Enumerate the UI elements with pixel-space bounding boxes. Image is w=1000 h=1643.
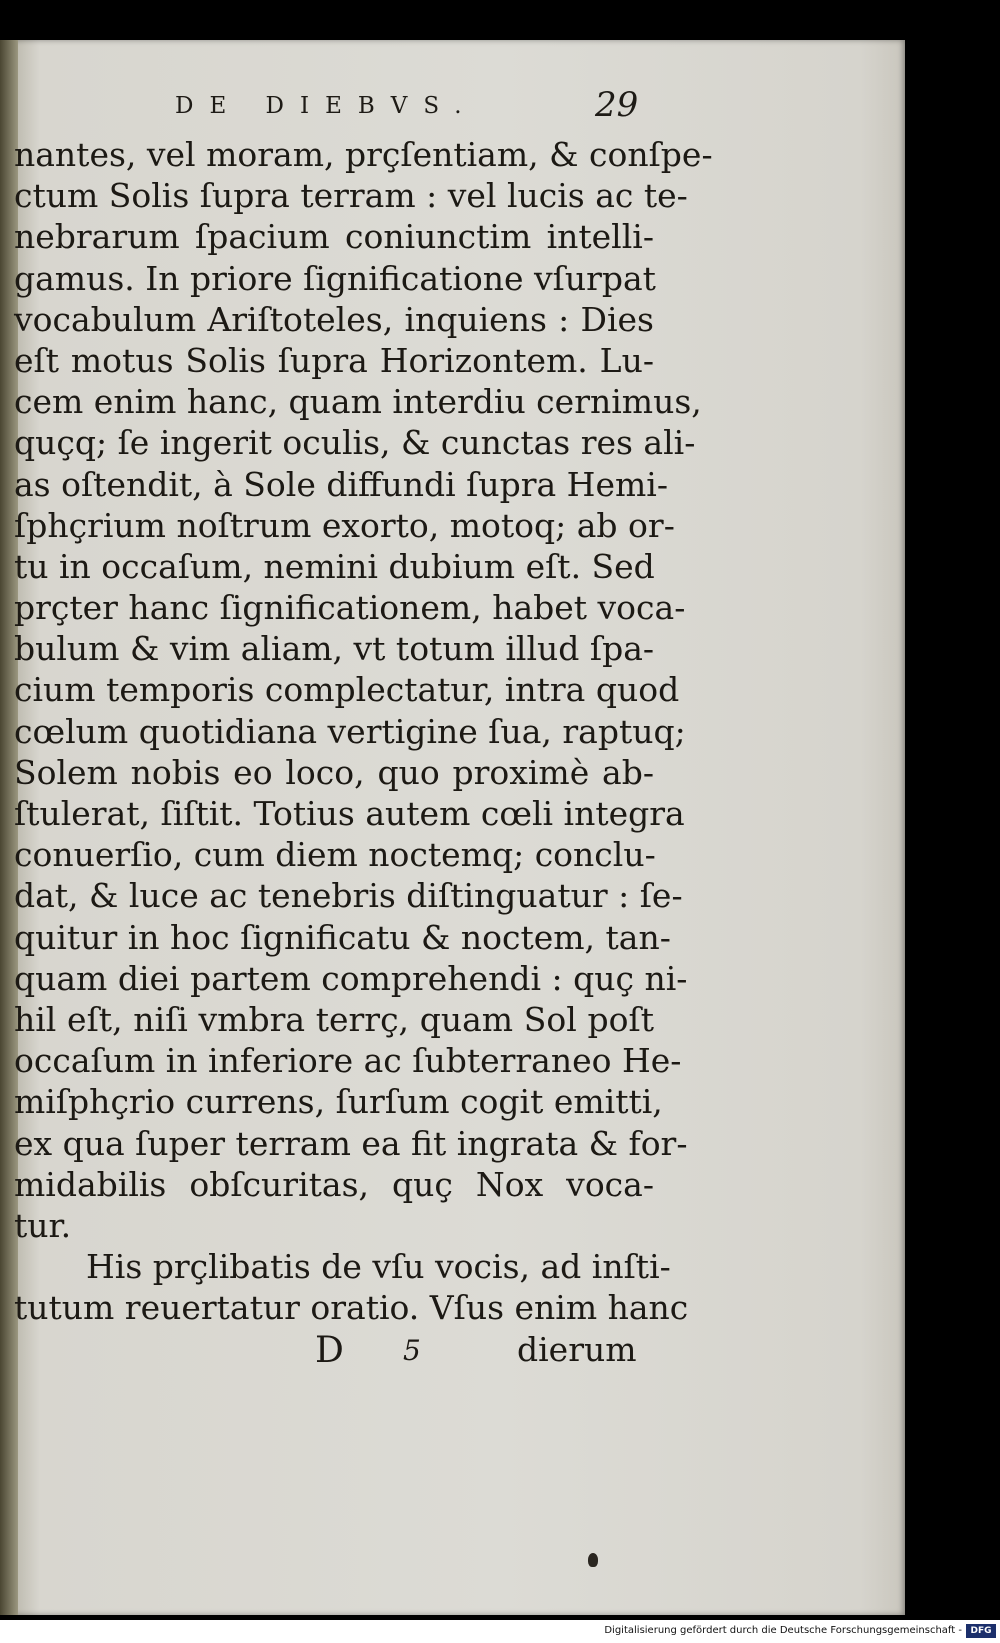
text-block [14,134,713,1328]
text-line: His prçlibatis de vſu vocis, ad inſti- [86,1247,671,1287]
text-line: tur. [14,1205,72,1245]
funding-credit: Digitalisierung gefördert durch die Deutsche Forschungsgemeinschaft - [604,1625,962,1636]
text-line: cium temporis complectatur, intra quod [14,670,680,710]
text-line: dat, & luce ac tenebris diſtinguatur : ſe- [14,876,683,916]
text-line: ctum Solis ſupra terram : vel lucis ac te- [14,176,688,216]
text-line: prçter hanc ſignificationem, habet voca- [14,588,686,628]
text-line: ſphçrium noſtrum exorto, motoq; ab or- [14,505,675,545]
text-line: hil eſt, niſi vmbra terrç, quam Sol poſt [14,999,654,1039]
text-line: vocabulum Ariſtoteles, inquiens : Dies [14,299,654,339]
text-line: conuerſio, cum diem noctemq; conclu- [14,835,656,875]
text-line: eſt motus Solis ſupra Horizontem. Lu- [14,340,654,380]
text-line: cœlum quotidiana vertigine ſua, raptuq; [14,711,686,751]
signature-number: 5 [403,1334,421,1367]
dfg-logo: DFG [966,1624,996,1638]
text-line: Solem nobis eo loco, quo proximè ab- [14,752,654,792]
ink-spot [588,1553,598,1567]
text-line: as oſtendit, à Sole diffundi ſupra Hemi- [14,464,668,504]
text-line: occaſum in inferiore ac ſubterraneo He- [14,1041,682,1081]
text-line: ſtulerat, ſiſtit. Totius autem cœli integra [14,794,685,833]
text-line: ex qua ſuper terram ea fit ingrata & for- [14,1123,688,1163]
text-line: gamus. In priore ſignificatione vſurpat [14,258,656,298]
text-line: miſphçrio currens, ſurſum cogit emitti, [14,1082,663,1122]
signature-letter: D [315,1330,344,1371]
page-number: 29 [595,85,639,125]
text-line: quam diei partem comprehendi : quç ni- [14,958,688,998]
running-head: DE DIEBVS. [175,93,478,119]
text-line: midabilis obſcuritas, quç Nox voca- [14,1164,654,1204]
footer-bar [0,1620,1000,1643]
page-header [175,85,645,125]
text-line: bulum & vim aliam, vt totum illud ſpa- [14,629,655,669]
text-line: nantes, vel moram, prçſentiam, & conſpe- [14,135,713,174]
text-line: quçq; ſe ingerit oculis, & cunctas res ali- [14,423,696,463]
text-line: tutum reuertatur oratio. Vſus enim hanc [14,1288,689,1328]
catchword: dierum [517,1330,637,1369]
text-line: cem enim hanc, quam interdiu cernimus, [14,382,702,422]
text-line: nebrarum ſpacium coniunctim intelli- [14,217,654,257]
text-line: quitur in hoc ſignificatu & noctem, tan- [14,917,671,957]
text-line: tu in occaſum, nemini dubium eſt. Sed [14,546,655,586]
catchline [315,1330,635,1374]
